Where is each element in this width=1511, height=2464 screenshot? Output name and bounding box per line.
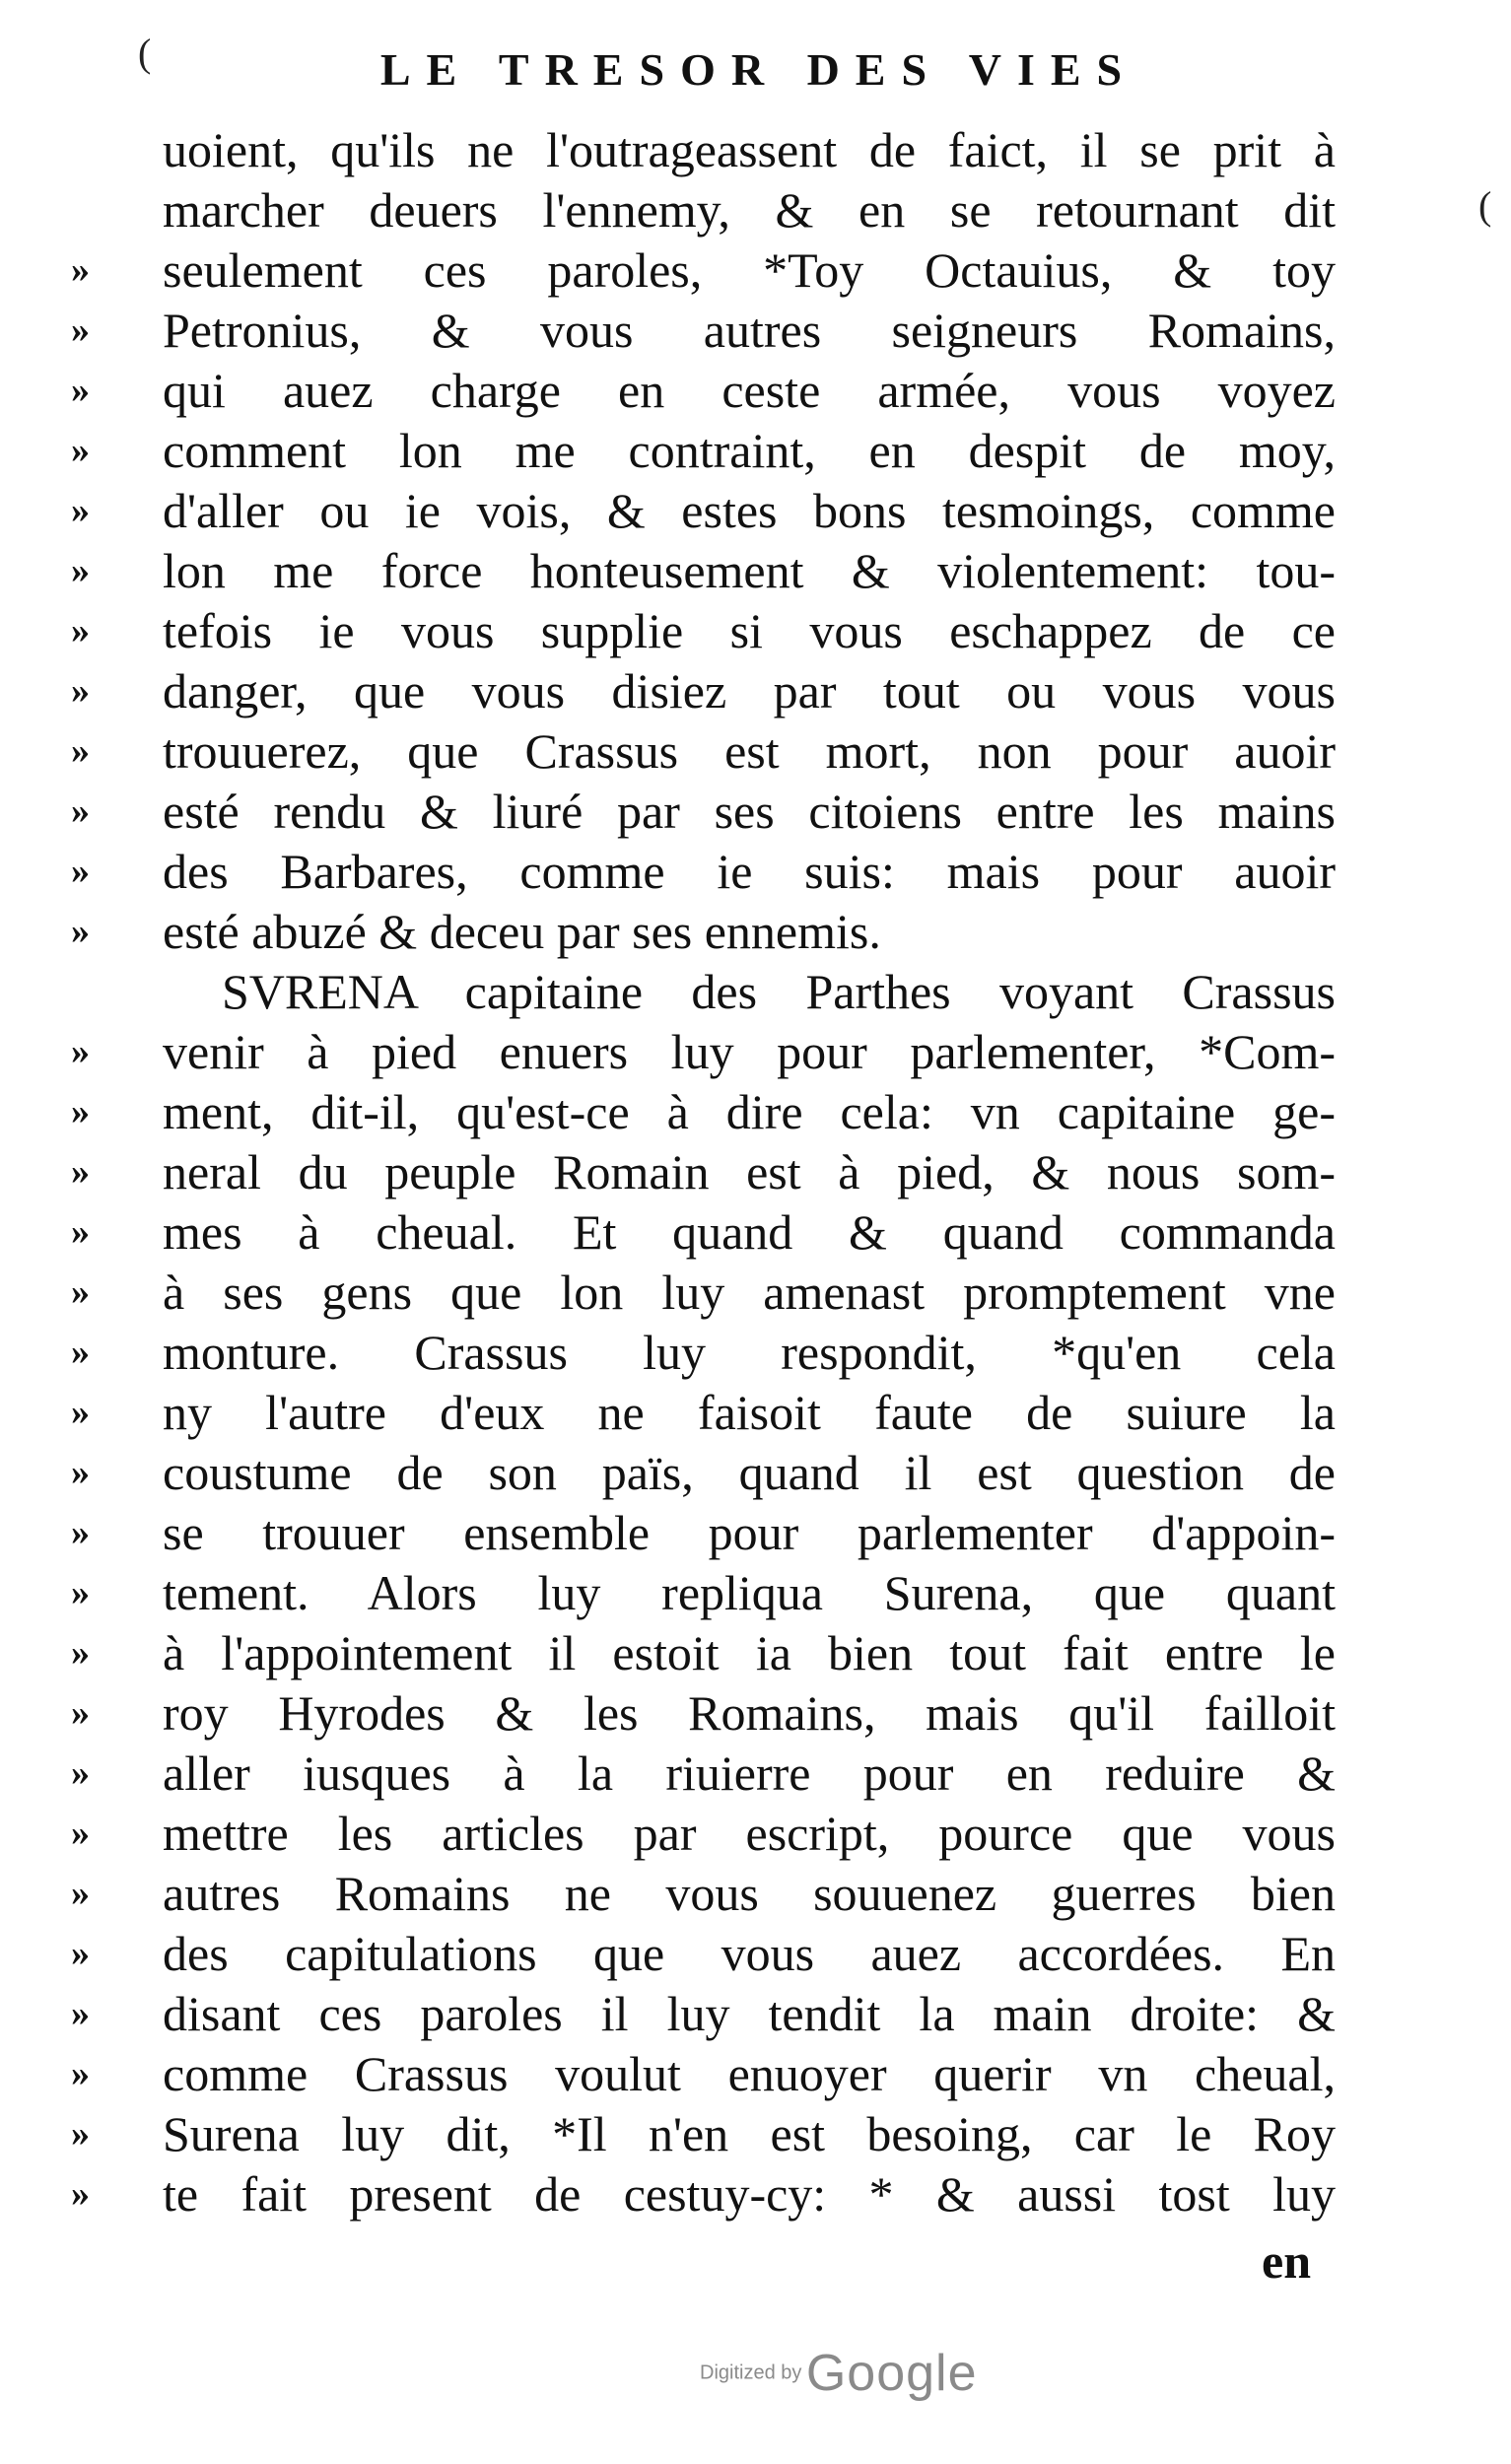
quote-marker: » bbox=[71, 1151, 92, 1193]
digitized-watermark bbox=[700, 2344, 978, 2403]
quote-marker: » bbox=[71, 249, 92, 291]
quote-marker: » bbox=[71, 2113, 92, 2155]
quote-marker: » bbox=[71, 309, 92, 351]
line-text: danger, que vous disiez par tout ou vous vous bbox=[163, 663, 1336, 719]
quote-marker: » bbox=[71, 490, 92, 531]
catchword: en bbox=[1262, 2233, 1311, 2289]
margin-mark: ( bbox=[138, 31, 152, 75]
quote-marker: » bbox=[71, 370, 92, 411]
line-text: venir à pied enuers luy pour parlementer, *Com- bbox=[163, 1024, 1336, 1079]
line-text: trouuerez, que Crassus est mort, non pour auoir bbox=[163, 723, 1336, 779]
text-line bbox=[0, 1142, 1511, 1202]
quote-marker: » bbox=[71, 1933, 92, 1974]
quote-marker: » bbox=[71, 2053, 92, 2094]
line-text: lon me force honteusement & violentement: tou- bbox=[163, 543, 1336, 598]
quote-marker: » bbox=[71, 911, 92, 952]
line-text: neral du peuple Romain est à pied, & nous som- bbox=[163, 1144, 1336, 1199]
quote-marker: » bbox=[71, 1512, 92, 1553]
text-line bbox=[0, 481, 1511, 541]
quote-marker: » bbox=[71, 1392, 92, 1433]
line-text: autres Romains ne vous souuenez guerres bien bbox=[163, 1866, 1336, 1921]
line-text: ment, dit-il, qu'est-ce à dire cela: vn capitaine ge- bbox=[163, 1084, 1336, 1139]
quote-marker: » bbox=[71, 430, 92, 471]
quote-marker: » bbox=[71, 1452, 92, 1493]
text-line bbox=[0, 1744, 1511, 1804]
quote-marker: » bbox=[71, 2173, 92, 2215]
quote-marker: » bbox=[71, 1632, 92, 1674]
text-line bbox=[0, 661, 1511, 721]
line-text: uoient, qu'ils ne l'outrageassent de faict, il se prit à bbox=[163, 122, 1336, 177]
line-text: roy Hyrodes & les Romains, mais qu'il failloit bbox=[163, 1685, 1336, 1741]
line-text: des Barbares, comme ie suis: mais pour auoir bbox=[163, 844, 1336, 899]
text-line bbox=[0, 1563, 1511, 1623]
paragraph-start: SVRENA capitaine des Parthes voyant Crassus bbox=[222, 964, 1336, 1019]
text-line bbox=[0, 721, 1511, 782]
text-line bbox=[0, 842, 1511, 902]
line-text: esté abuzé & deceu par ses ennemis. bbox=[163, 904, 881, 959]
text-line bbox=[0, 180, 1511, 240]
text-line bbox=[0, 782, 1511, 842]
quote-marker: » bbox=[71, 851, 92, 892]
quote-marker: » bbox=[71, 1332, 92, 1373]
line-text: à ses gens que lon luy amenast promptement vne bbox=[163, 1265, 1336, 1320]
google-logo: Google bbox=[805, 2345, 978, 2402]
quote-marker: » bbox=[71, 610, 92, 651]
line-text: coustume de son païs, quand il est question de bbox=[163, 1445, 1336, 1500]
text-line bbox=[0, 1924, 1511, 1984]
text-line bbox=[0, 1804, 1511, 1864]
text-line bbox=[0, 1984, 1511, 2044]
text-line bbox=[0, 1082, 1511, 1142]
text-line bbox=[0, 902, 1511, 962]
running-title: LE TRESOR DES VIES bbox=[379, 44, 1138, 95]
quote-marker: » bbox=[71, 1873, 92, 1914]
quote-marker: » bbox=[71, 1271, 92, 1313]
quote-marker: » bbox=[71, 1813, 92, 1854]
quote-marker: » bbox=[71, 1692, 92, 1734]
line-text: comme Crassus voulut enuoyer querir vn cheual, bbox=[163, 2046, 1336, 2101]
quote-marker: » bbox=[71, 1572, 92, 1613]
quote-marker: » bbox=[71, 670, 92, 712]
text-line bbox=[0, 2164, 1511, 2224]
line-text: qui auez charge en ceste armée, vous voyez bbox=[163, 363, 1336, 418]
line-text: mes à cheual. Et quand & quand commanda bbox=[163, 1204, 1336, 1260]
line-text: ny l'autre d'eux ne faisoit faute de suiure la bbox=[163, 1385, 1336, 1440]
text-line bbox=[0, 1503, 1511, 1563]
text-line bbox=[0, 1263, 1511, 1323]
text-line bbox=[0, 2044, 1511, 2104]
body-text bbox=[0, 120, 1511, 2224]
line-text: esté rendu & liuré par ses citoiens entre les mains bbox=[163, 784, 1336, 839]
quote-marker: » bbox=[71, 1211, 92, 1253]
text-line bbox=[0, 361, 1511, 421]
line-text: mettre les articles par escript, pource que vous bbox=[163, 1806, 1336, 1861]
text-line bbox=[0, 301, 1511, 361]
line-text: comment lon me contraint, en despit de moy, bbox=[163, 423, 1336, 478]
line-text: disant ces paroles il luy tendit la main droite: & bbox=[163, 1986, 1336, 2041]
line-text: d'aller ou ie vois, & estes bons tesmoings, comme bbox=[163, 483, 1336, 538]
line-text: des capitulations que vous auez accordées. En bbox=[163, 1926, 1336, 1981]
line-text: marcher deuers l'ennemy, & en se retournant dit bbox=[163, 182, 1336, 238]
text-line bbox=[0, 1443, 1511, 1503]
text-line bbox=[0, 1383, 1511, 1443]
quote-marker: » bbox=[71, 1091, 92, 1132]
line-text: monture. Crassus luy respondit, *qu'en cela bbox=[163, 1325, 1336, 1380]
quote-marker: » bbox=[71, 790, 92, 832]
text-line bbox=[0, 541, 1511, 601]
text-line bbox=[0, 601, 1511, 661]
line-text: Surena luy dit, *Il n'en est besoing, car le Roy bbox=[163, 2106, 1336, 2161]
text-line bbox=[0, 240, 1511, 301]
margin-mark: ( bbox=[1478, 183, 1492, 228]
line-text: te fait present de cestuy-cy: * & aussi tost luy bbox=[163, 2166, 1336, 2222]
text-line bbox=[0, 1022, 1511, 1082]
text-line bbox=[0, 1683, 1511, 1744]
line-text: Petronius, & vous autres seigneurs Romains, bbox=[163, 303, 1336, 358]
text-line bbox=[0, 421, 1511, 481]
text-line bbox=[0, 120, 1511, 180]
quote-marker: » bbox=[71, 550, 92, 591]
text-line bbox=[0, 1623, 1511, 1683]
quote-marker: » bbox=[71, 730, 92, 772]
line-text: seulement ces paroles, *Toy Octauius, & toy bbox=[163, 242, 1336, 298]
watermark-prefix: Digitized by bbox=[700, 2361, 802, 2384]
text-line bbox=[0, 1864, 1511, 1924]
text-line bbox=[0, 1323, 1511, 1383]
text-line bbox=[0, 2104, 1511, 2164]
quote-marker: » bbox=[71, 1993, 92, 2034]
quote-marker: » bbox=[71, 1031, 92, 1072]
line-text: à l'appointement il estoit ia bien tout fait entre le bbox=[163, 1625, 1336, 1680]
line-text: aller iusques à la riuierre pour en reduire & bbox=[163, 1745, 1336, 1801]
text-line bbox=[0, 1202, 1511, 1263]
line-text: se trouuer ensemble pour parlementer d'appoin- bbox=[163, 1505, 1336, 1560]
quote-marker: » bbox=[71, 1752, 92, 1794]
line-text: tefois ie vous supplie si vous eschappez de ce bbox=[163, 603, 1336, 658]
text-line bbox=[0, 962, 1511, 1022]
line-text: tement. Alors luy repliqua Surena, que quant bbox=[163, 1565, 1336, 1620]
